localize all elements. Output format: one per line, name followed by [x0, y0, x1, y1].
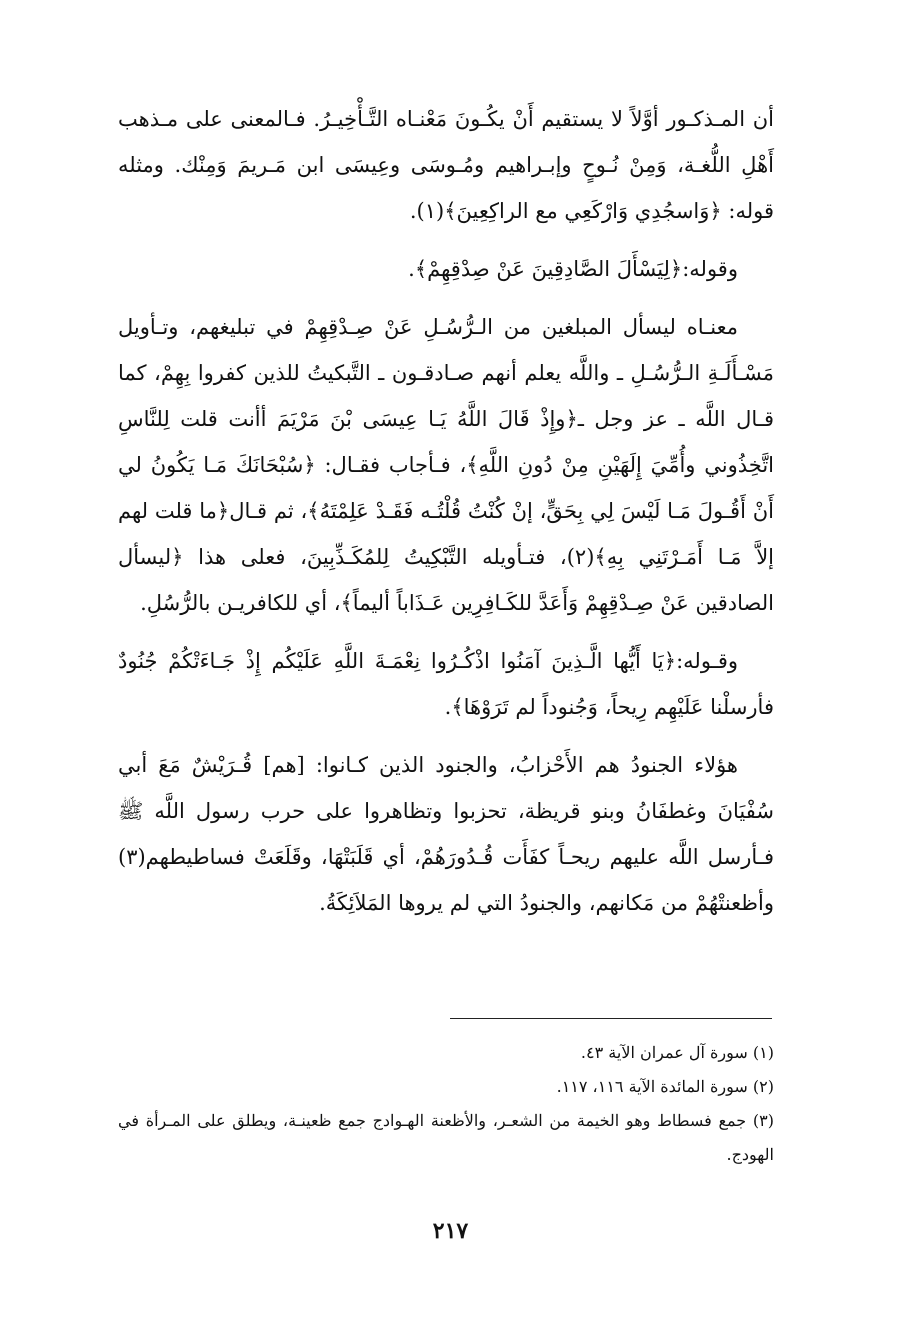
footnotes	[118, 1036, 774, 1172]
footnote-3: (٣) جمع فسطاط وهو الخيمة من الشعـر، والأظعنة الهـوادج جمع ظعينـة، ويطلق على المـرأة في الهودج.	[118, 1111, 774, 1164]
paragraph-5: هؤلاء الجنودُ هم الأَحْزابُ، والجنود الذين كـانوا: [هم] قُـرَيْشٌ مَعَ أبي سُفْيَانَ وغطفَانُ وبنو قريظة، تحزبوا وتظاهروا على حرب رسول اللَّه ﷺ فـأرسل اللَّه عليهم ريحـاً كفَأَت قُـدُورَهُمْ، أي قَلَبَتْهَا، وقَلَعَتْ فساطيطهم(٣) وأظعنتْهُمْ من مَكانهم، والجنودُ التي لم يروها المَلاَئِكَةُ.	[118, 753, 774, 915]
paragraph-3: معنـاه ليسأل المبلغين من الـرُّسُـلِ عَنْ صِـدْقِهِمْ في تبليغهم، وتـأويل مَسْـأَلَـةِ الـرُّسُـلِ ـ واللَّه يعلم أنهم صـادقـون ـ التَّبكيتُ للذين كفروا بِهِمْ، كما قـال اللَّه ـ عز وجل ـ﴿وإِذْ قَالَ اللَّهُ يَـا عِيسَى بْنَ مَرْيَمَ أأنت قلت لِلنَّاسِ اتَّخِذُوني وأُمِّيَ إِلَهَيْنِ مِنْ دُونِ اللَّهِ﴾، فـأجاب فقـال: ﴿سُبْحَانَكَ مَـا يَكُونُ لي أَنْ أَقُـولَ مَـا لَيْسَ لِي بِحَقٍّ، إنْ كُنْتُ قُلْتُـه فَقَـدْ عَلِمْتَهُ﴾، ثم قـال﴿ما قلت لهم إلاَّ مَـا أَمَـرْتَنِي بِهِ﴾(٢)، فتـأويله التَّبْكِيتُ لِلمُكَـذِّبِينَ، فعلى هذا ﴿ليسأل الصادقين عَنْ صِـدْقِهِمْ وَأَعَدَّ للكَـافِرِين عَـذَاباً أليماً﴾، أي للكافريـن بالرُّسُلِ.	[118, 315, 774, 615]
page-number: ٢١٧	[432, 1218, 469, 1244]
paragraph-4: وقـوله:﴿يَا أَيُّها الَّـذِينَ آمَنُوا اذْكُـرُوا نِعْمَـةَ اللَّهِ عَلَيْكُم إِذْ جَـاءَتْكُمْ جُنُودٌ فأرسلْنا عَلَيْهِم رِيحاً، وَجُنوداً لم تَرَوْهَا﴾.	[118, 649, 774, 719]
footnote-divider	[450, 1018, 772, 1019]
main-text	[118, 96, 774, 938]
footnote-1: (١) سورة آل عمران الآية ٤٣.	[580, 1043, 774, 1062]
footnote-2: (٢) سورة المائدة الآية ١١٦، ١١٧.	[556, 1077, 774, 1096]
paragraph-2: وقوله:﴿لِيَسْأَلَ الصَّادِقِينَ عَنْ صِدْقِهِمْ﴾.	[408, 257, 738, 281]
paragraph-1: أن المـذكـور أوَّلاً لا يستقيم أَنْ يكُـونَ مَعْنـاه التَّـأْخِيـرُ. فـالمعنى على مـذهب أَهْلِ اللُّغـة، وَمِنْ نُـوحٍ وإبـراهيم ومُـوسَى وعِيسَى ابن مَـريمَ وَمِنْك. ومثله قوله: ﴿وَاسجُدِي وَارْكَعِي مع الراكِعِينَ﴾(١).	[118, 107, 774, 223]
